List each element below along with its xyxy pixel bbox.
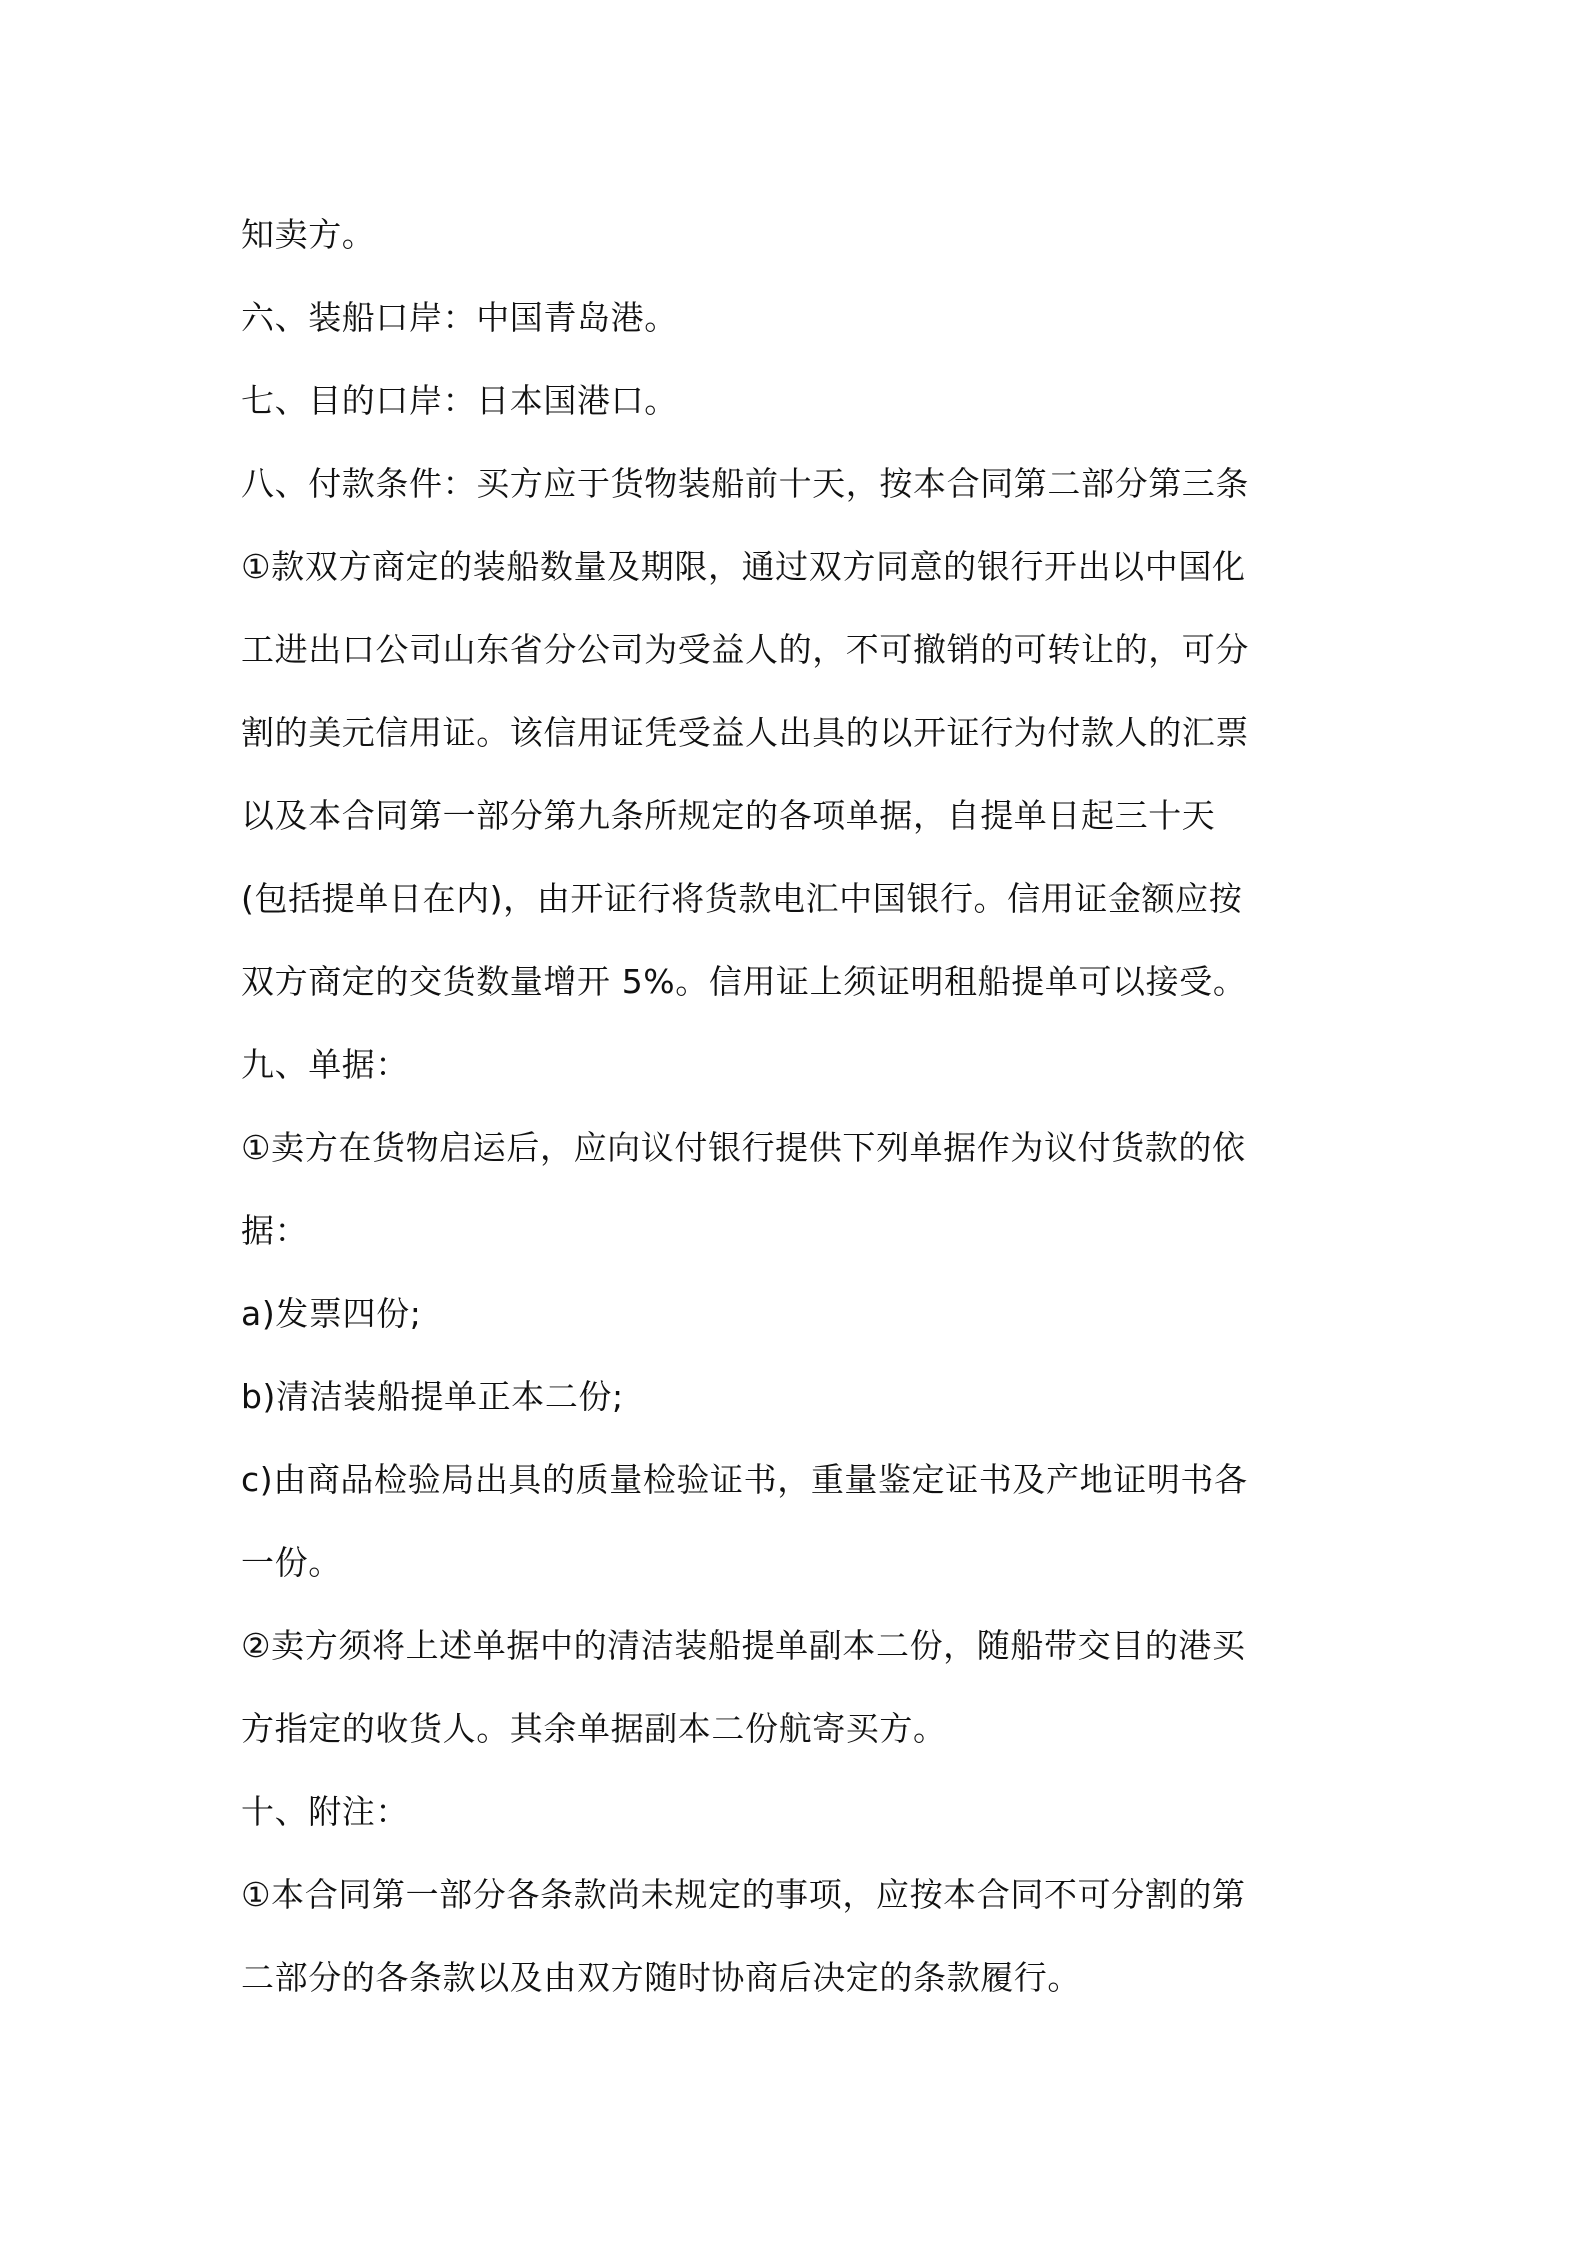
- text-line: (包括提单日在内)，由开证行将货款电汇中国银行。信用证金额应按: [241, 879, 1243, 918]
- text-line: 割的美元信用证。该信用证凭受益人出具的以开证行为付款人的汇票: [241, 713, 1249, 752]
- document-body: [241, 193, 1366, 2019]
- clause-6-loading-port: 六、装船口岸：中国青岛港。: [241, 298, 678, 337]
- list-item: a)发票四份;: [241, 1294, 422, 1333]
- text-line: ①卖方在货物启运后，应向议付银行提供下列单据作为议付货款的依: [241, 1128, 1246, 1167]
- clause-8-payment-terms: 八、付款条件：买方应于货物装船前十天，按本合同第二部分第三条: [241, 464, 1249, 503]
- list-item: b)清洁装船提单正本二份;: [241, 1377, 624, 1416]
- text-line: 双方商定的交货数量增开 5%。信用证上须证明租船提单可以接受。: [241, 962, 1247, 1001]
- clause-10-notes: 十、附注：: [241, 1792, 409, 1831]
- text-line: 一份。: [241, 1543, 342, 1582]
- text-line: 工进出口公司山东省分公司为受益人的，不可撤销的可转让的，可分: [241, 630, 1249, 669]
- text-line: ①本合同第一部分各条款尚未规定的事项，应按本合同不可分割的第: [241, 1875, 1246, 1914]
- clause-7-destination-port: 七、目的口岸：日本国港口。: [241, 381, 678, 420]
- text-line: ②卖方须将上述单据中的清洁装船提单副本二份，随船带交目的港买: [241, 1626, 1246, 1665]
- clause-9-documents: 九、单据：: [241, 1045, 409, 1084]
- text-line: ①款双方商定的装船数量及期限，通过双方同意的银行开出以中国化: [241, 547, 1246, 586]
- list-item: c)由商品检验局出具的质量检验证书，重量鉴定证书及产地证明书各: [241, 1460, 1248, 1499]
- text-line: 以及本合同第一部分第九条所规定的各项单据，自提单日起三十天: [241, 796, 1216, 835]
- text-line: 二部分的各条款以及由双方随时协商后决定的条款履行。: [241, 1958, 1081, 1997]
- text-line: 据：: [241, 1211, 309, 1250]
- text-line: 方指定的收货人。其余单据副本二份航寄买方。: [241, 1709, 947, 1748]
- text-line: 知卖方。: [241, 215, 376, 254]
